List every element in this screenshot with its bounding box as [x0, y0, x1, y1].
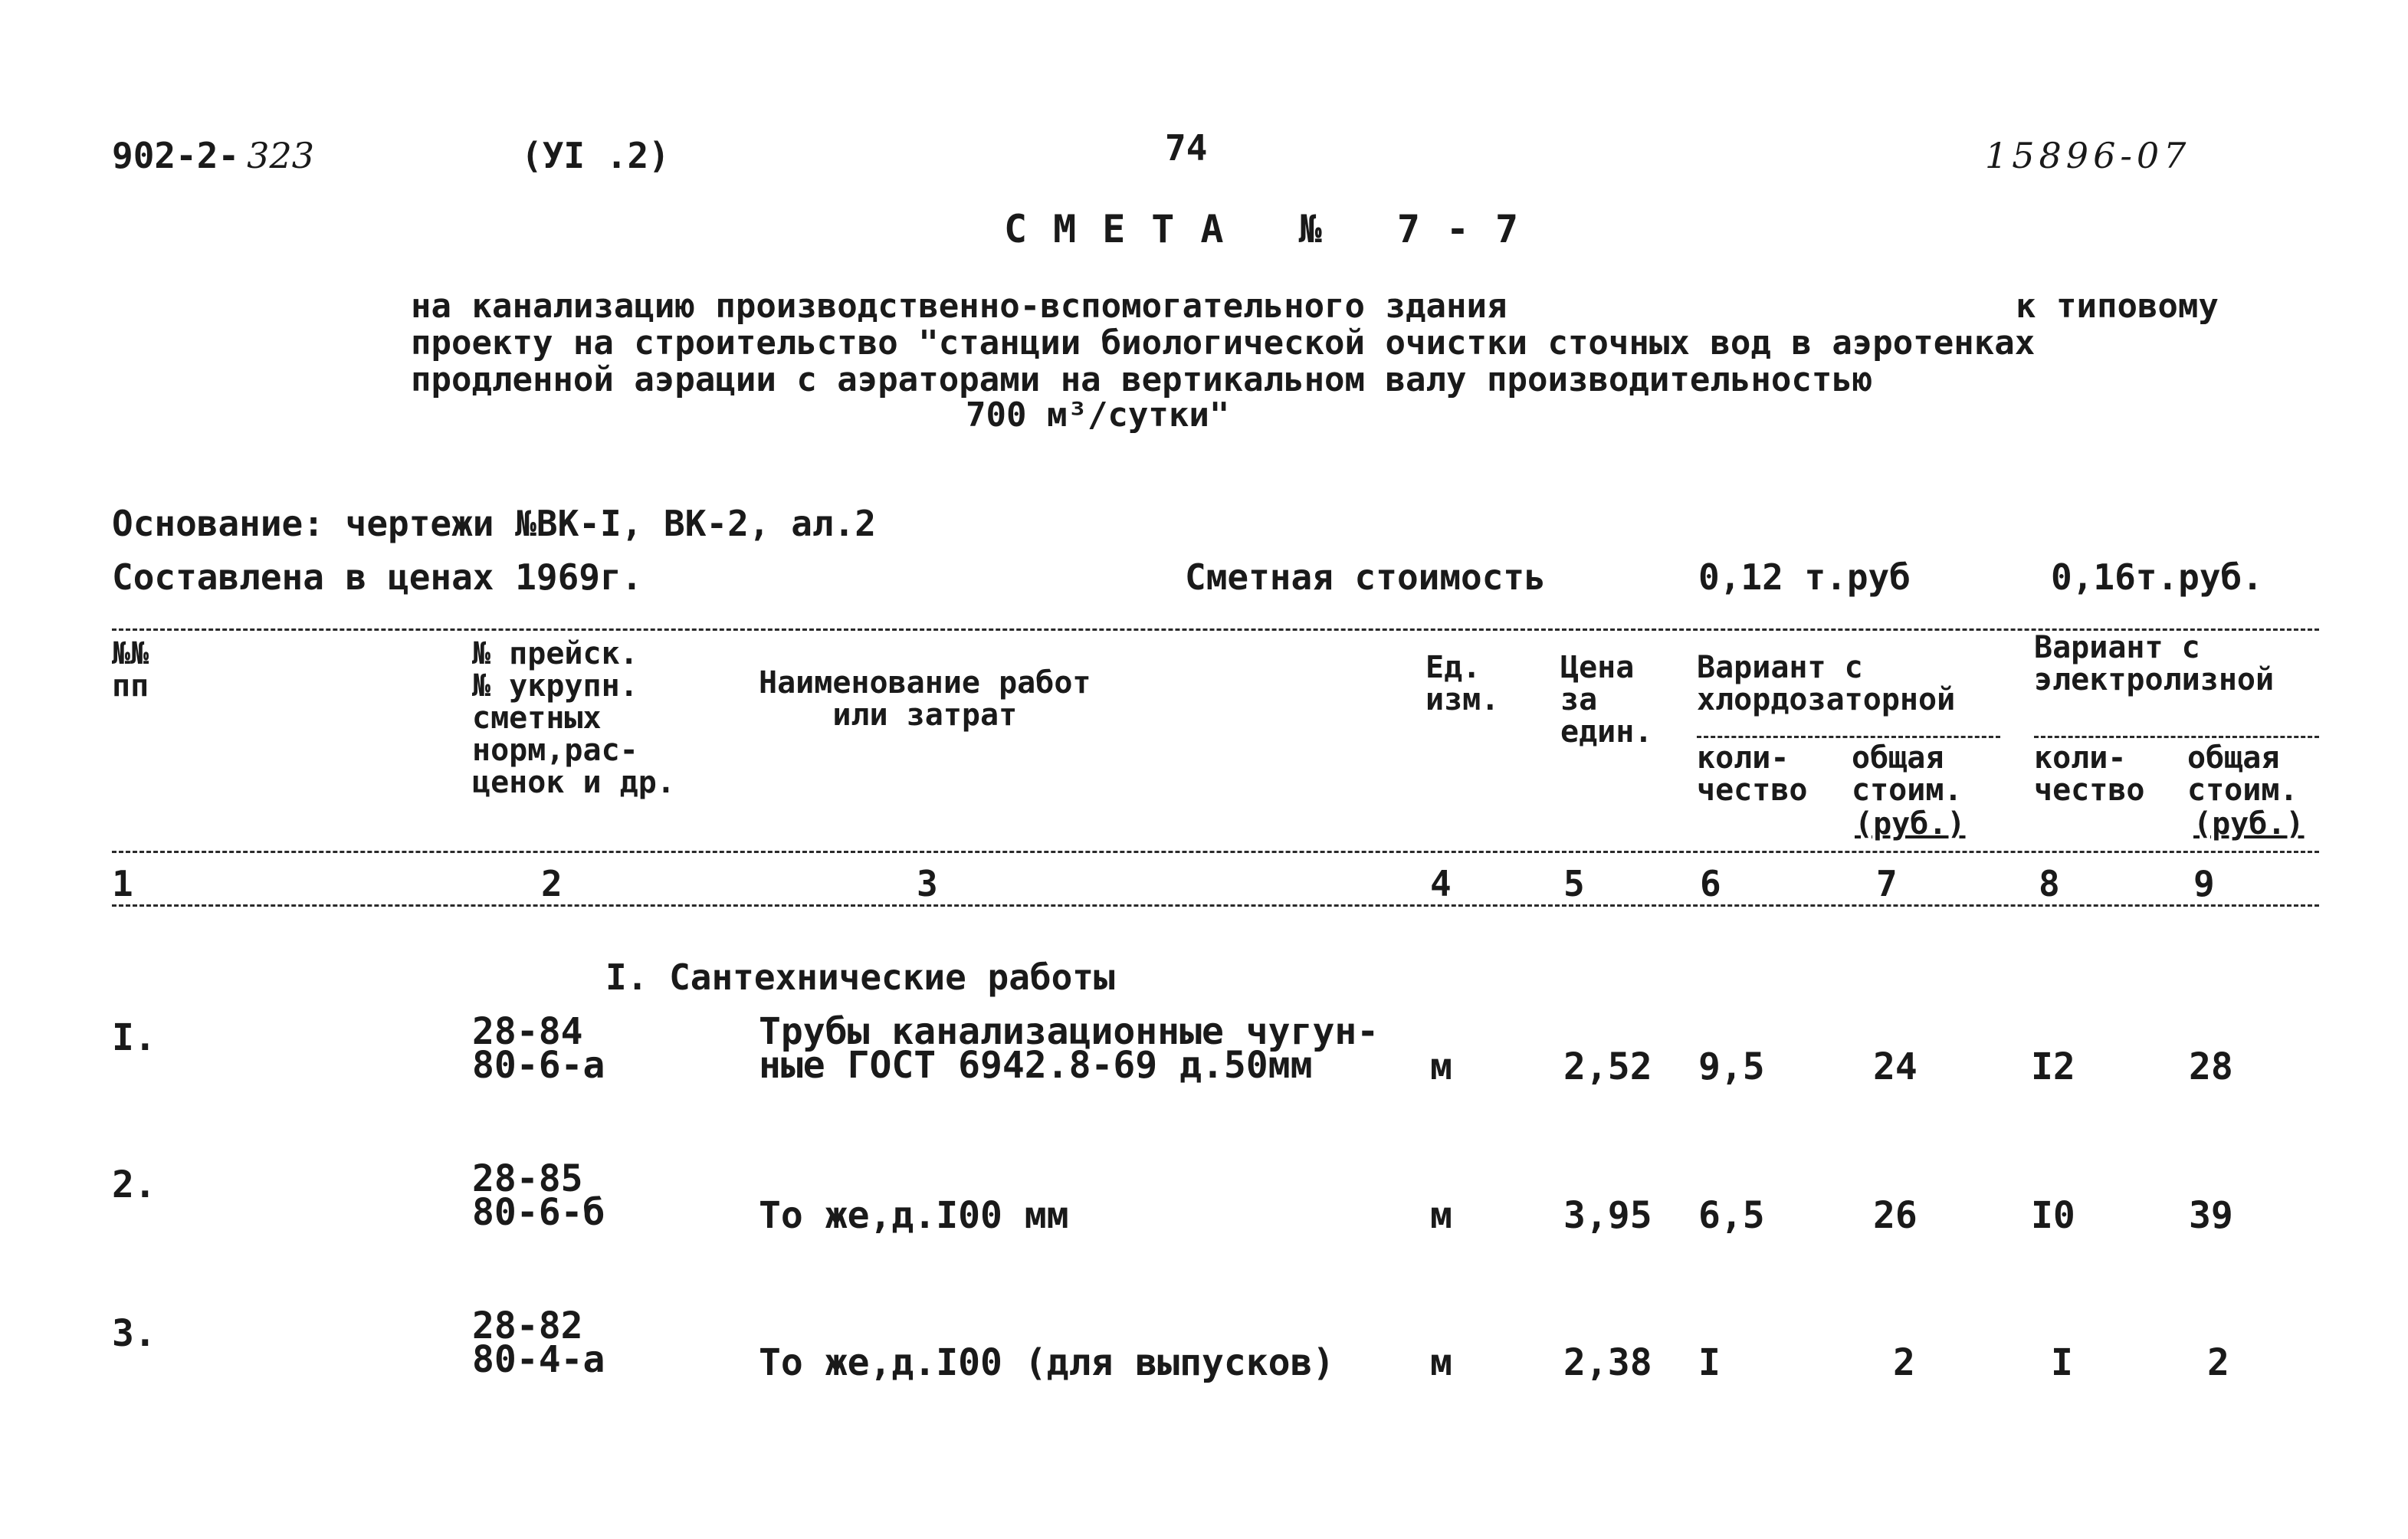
header-v1-total: общая стоим. [1852, 740, 1963, 808]
column-number-4: 4 [1430, 863, 1452, 904]
header-work-name: Наименование работ или затрат [759, 665, 1091, 733]
row-v1-total: 26 [1873, 1194, 1918, 1237]
column-number-1: 1 [112, 863, 133, 904]
column-number-7: 7 [1876, 863, 1898, 904]
row-unit: м [1430, 1341, 1452, 1384]
variant-1-subrule [1697, 736, 2000, 738]
subtitle-line-1: на канализацию производственно-вспомогательного здания [411, 287, 1507, 326]
header-v1-rub: (руб.) [1855, 806, 1966, 842]
header-variant-1: Вариант с хлордозаторной [1697, 650, 1956, 717]
row-code-secondary: 80-6-а [472, 1044, 605, 1087]
row-price: 2,52 [1563, 1045, 1652, 1088]
row-v1-total: 2 [1893, 1341, 1915, 1384]
row-v2-total: 28 [2189, 1045, 2233, 1088]
document-title: СМЕТА № 7-7 [1004, 207, 1545, 251]
doc-number-prefix: 902-2- [112, 135, 240, 176]
section-title: I. Сантехнические работы [605, 957, 1115, 998]
row-code-secondary: 80-4-а [472, 1338, 605, 1381]
row-v2-total: 39 [2189, 1194, 2233, 1237]
compiled-prices-line: Составлена в ценах 1969г. [112, 556, 643, 598]
header-unit: Ед. изм. [1425, 650, 1500, 717]
row-name-line-2: То же,д.I00 (для выпусков) [759, 1341, 1335, 1384]
row-code-secondary: 80-6-б [472, 1191, 605, 1234]
header-v1-quantity: коли- чество [1697, 740, 1808, 808]
header-unit-price: Цена за един. [1560, 650, 1653, 750]
doc-number-handwritten: 323 [247, 135, 314, 176]
estimated-cost-variant-2: 0,16т.руб. [2051, 556, 2263, 598]
header-v2-rub: (руб.) [2193, 806, 2305, 842]
row-v2-quantity: I [2051, 1341, 2073, 1384]
variant-2-subrule [2034, 736, 2319, 738]
row-name-line-2: То же,д.I00 мм [759, 1194, 1069, 1237]
row-v2-quantity: I2 [2031, 1045, 2075, 1088]
row-number: 2. [112, 1163, 156, 1206]
column-numbers-rule [112, 904, 2319, 907]
column-number-2: 2 [541, 863, 563, 904]
table-top-rule [112, 628, 2319, 631]
page-number: 74 [1165, 127, 1208, 169]
row-number: 3. [112, 1312, 156, 1355]
header-price-reference: № прейск. № укрупн. сметных норм,рас- ценок и др. [472, 636, 675, 800]
column-number-3: 3 [917, 863, 938, 904]
row-unit: м [1430, 1194, 1452, 1237]
header-v2-total: общая стоим. [2187, 740, 2298, 808]
row-v1-total: 24 [1873, 1045, 1918, 1088]
column-number-5: 5 [1563, 863, 1585, 904]
column-number-8: 8 [2039, 863, 2060, 904]
row-v2-total: 2 [2207, 1341, 2229, 1384]
basis-line: Основание: чертежи №ВК-I, ВК-2, ал.2 [112, 503, 876, 544]
row-number: I. [112, 1016, 156, 1059]
row-code-primary: 28-84 [472, 1010, 583, 1053]
header-variant-2: Вариант с электролизной [2034, 630, 2275, 697]
row-v1-quantity: I [1698, 1341, 1721, 1384]
column-number-9: 9 [2193, 863, 2215, 904]
row-price: 3,95 [1563, 1194, 1652, 1237]
row-v1-quantity: 9,5 [1698, 1045, 1765, 1088]
row-v1-quantity: 6,5 [1698, 1194, 1765, 1237]
row-unit: м [1430, 1045, 1452, 1088]
row-v2-quantity: I0 [2031, 1194, 2075, 1237]
row-price: 2,38 [1563, 1341, 1652, 1384]
estimated-cost-label: Сметная стоимость [1185, 556, 1546, 598]
album-label: (УI .2) [521, 135, 670, 176]
header-v2-quantity: коли- чество [2034, 740, 2145, 808]
row-name-line-1: Трубы канализационные чугун- [759, 1010, 1380, 1053]
subtitle-line-3: продленной аэрации с аэраторами на вертикальном валу производительностью [411, 360, 1873, 399]
header-row-number: №№ пп [112, 636, 149, 704]
header-bottom-rule [112, 851, 2319, 853]
estimated-cost-variant-1: 0,12 т.руб [1698, 556, 1911, 598]
row-name-line-2: ные ГОСТ 6942.8-69 д.50мм [759, 1044, 1313, 1087]
inventory-number-handwritten: 15896-07 [1985, 135, 2191, 176]
subtitle-line-4: 700 м³/сутки" [966, 395, 1230, 435]
column-number-6: 6 [1700, 863, 1721, 904]
row-code-primary: 28-82 [472, 1304, 583, 1347]
row-code-primary: 28-85 [472, 1157, 583, 1200]
subtitle-line-2: проекту на строительство "станции биологической очистки сточных вод в аэротенках [411, 323, 2036, 363]
subtitle-line-1-right: к типовому [2016, 287, 2219, 326]
